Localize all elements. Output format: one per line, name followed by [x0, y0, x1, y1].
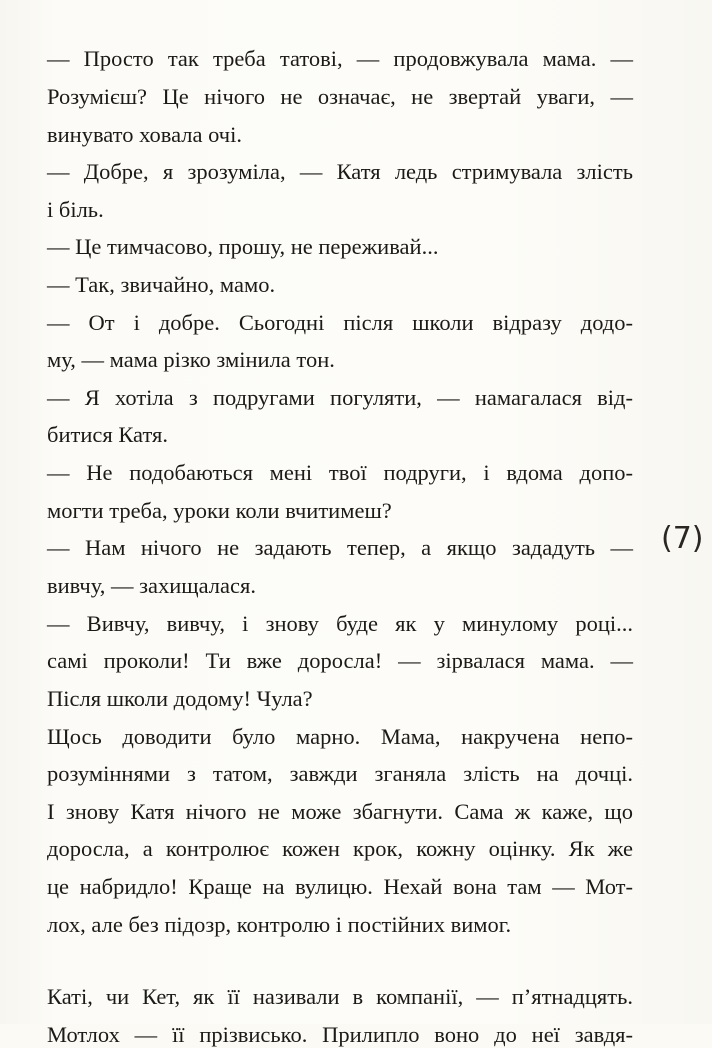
text-line: — Вивчу, вивчу, і знову буде як у минулому році...: [47, 611, 633, 636]
text-line: — Не подобаються мені твої подруги, і вдома допо-: [47, 460, 633, 485]
text-line: — От і добре. Сьогодні після школи відразу додо-: [47, 310, 633, 335]
text-line: доросла, а контролює кожен крок, кожну оцінку. Як же: [47, 836, 633, 861]
text-line: — Просто так треба татові, — продовжувала мама. —: [47, 46, 633, 71]
text-line: — Добре, я зрозуміла, — Катя ледь стримувала злість: [47, 159, 633, 184]
text-line: Щось доводити було марно. Мама, накручена непо-: [47, 724, 633, 749]
text-line: вивчу, — захищалася.: [47, 573, 256, 598]
text-line: це набридло! Краще на вулицю. Нехай вона там — Мот-: [47, 874, 633, 899]
text-line: самі проколи! Ти вже доросла! — зірвалася мама. —: [47, 648, 633, 673]
text-line: — Нам нічого не задають тепер, а якщо зададуть —: [47, 535, 633, 560]
text-line: і біль.: [47, 197, 104, 222]
text-line: Після школи додому! Чула?: [47, 686, 313, 711]
text-line: винувато ховала очі.: [47, 122, 242, 147]
text-line: му, — мама різко змінила тон.: [47, 347, 335, 372]
text-line: могти треба, уроки коли вчитимеш?: [47, 498, 392, 523]
text-line: — Це тимчасово, прошу, не переживай...: [47, 234, 439, 259]
text-line: Мотлох — її прізвисько. Прилипло воно до неї завдя-: [47, 1022, 633, 1047]
text-line: — Так, звичайно, мамо.: [47, 272, 276, 297]
text-line: Розумієш? Це нічого не означає, не звертай уваги, —: [47, 84, 633, 109]
text-line: — Я хотіла з подругами погуляти, — намагалася від-: [47, 385, 633, 410]
text-line: лох, але без підозр, контролю і постійних вимог.: [47, 912, 512, 937]
text-line: Каті, чи Кет, як її називали в компанії, — п’ятнадцять.: [47, 984, 633, 1009]
page-number: (7): [661, 521, 704, 556]
text-line: битися Катя.: [47, 422, 168, 447]
text-line: І знову Катя нічого не може збагнути. Сама ж каже, що: [47, 799, 633, 824]
text-line: розуміннями з татом, завжди зганяла злість на дочці.: [47, 761, 633, 786]
